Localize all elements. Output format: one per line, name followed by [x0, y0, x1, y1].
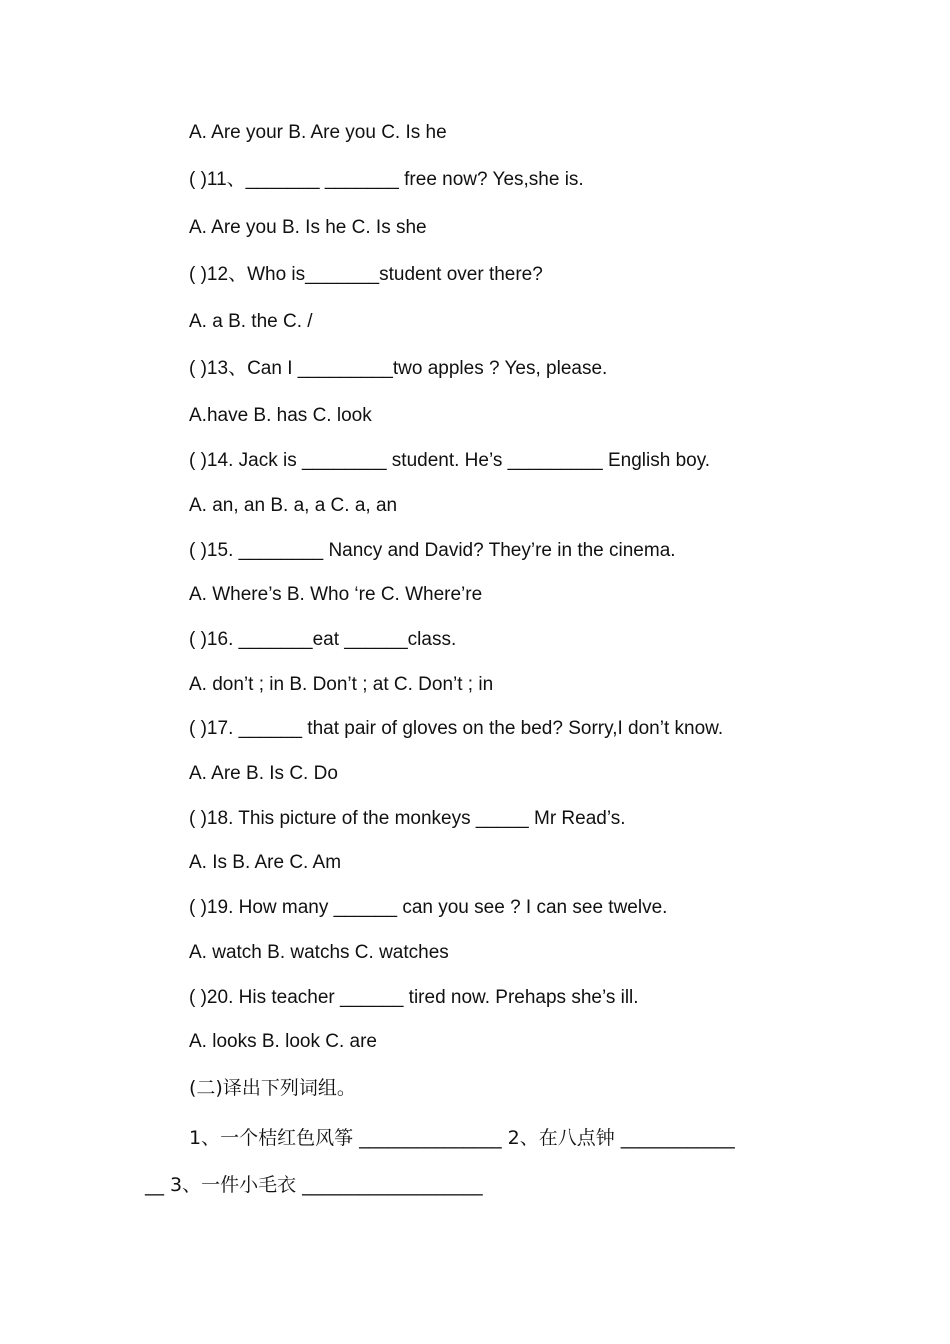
question-19: ( )19. How many ______ can you see ? I can see twelve.: [189, 897, 668, 918]
option-line-18: A. Is B. Are C. Am: [189, 852, 342, 873]
option-line-15: A. Where’s B. Who ‘re C. Where’re: [189, 584, 483, 605]
question-12: ( )12、Who is_______student over there?: [189, 264, 543, 285]
option-line-12: A. a B. the C. /: [189, 311, 313, 332]
option-line-16: A. don’t ; in B. Don’t ; at C. Don’t ; in: [189, 674, 494, 695]
question-17: ( )17. ______ that pair of gloves on the bed? Sorry,I don’t know.: [189, 718, 724, 739]
option-line-13: A.have B. has C. look: [189, 405, 372, 426]
option-line-19: A. watch B. watchs C. watches: [189, 942, 449, 963]
question-15: ( )15. ________ Nancy and David? They’re in the cinema.: [189, 540, 676, 561]
option-line-17: A. Are B. Is C. Do: [189, 763, 338, 784]
question-16: ( )16. _______eat ______class.: [189, 629, 457, 650]
section-title: (二)译出下列词组。: [189, 1077, 356, 1099]
option-line-10: A. Are your B. Are you C. Is he: [189, 122, 447, 143]
question-11: ( )11、_______ _______ free now? Yes,she is.: [189, 169, 584, 190]
option-line-20: A. looks B. look C. are: [189, 1031, 377, 1052]
translate-line-1: 1、一个桔红色风筝 _______________ 2、在八点钟 ____________: [189, 1127, 735, 1149]
option-line-11: A. Are you B. Is he C. Is she: [189, 217, 427, 238]
question-18: ( )18. This picture of the monkeys _____ Mr Read’s.: [189, 808, 626, 829]
translate-line-2: __ 3、一件小毛衣 ___________________: [145, 1174, 483, 1196]
question-20: ( )20. His teacher ______ tired now. Prehaps she’s ill.: [189, 987, 639, 1008]
question-14: ( )14. Jack is ________ student. He’s _________ English boy.: [189, 450, 711, 471]
option-line-14: A. an, an B. a, a C. a, an: [189, 495, 398, 516]
question-13: ( )13、Can I _________two apples ? Yes, please.: [189, 358, 608, 379]
